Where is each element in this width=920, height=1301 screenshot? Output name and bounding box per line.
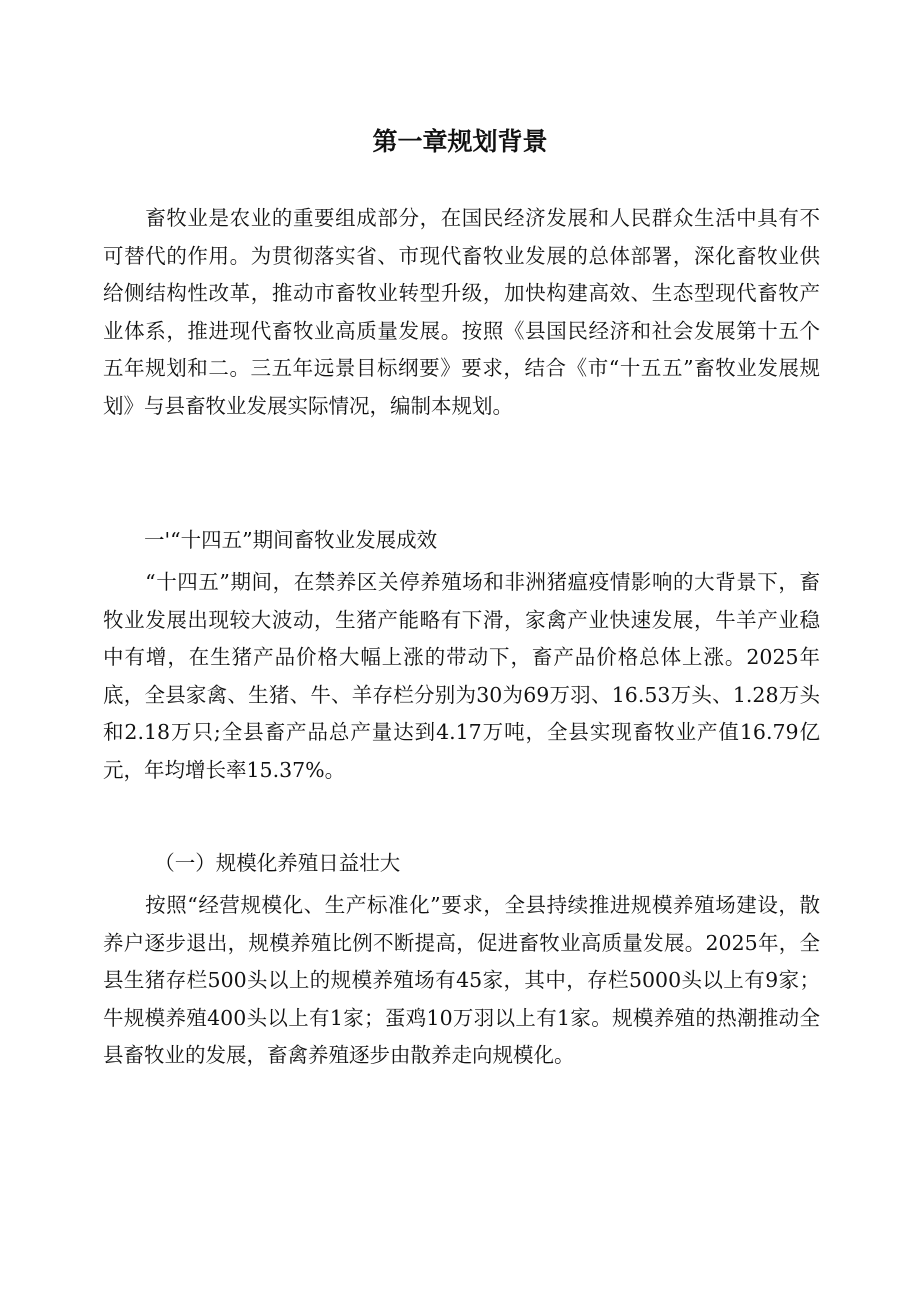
intro-paragraph: 畜牧业是农业的重要组成部分，在国民经济发展和人民群众生活中具有不可替代的作用。为贯彻落实省、市现代畜牧业发展的总体部署，深化畜牧业供给侧结构性改革，推动市畜牧业转型升级，加快构建高效、生态型现代畜牧产业体系，推进现代畜牧业高质量发展。按照《县国民经济和社会发展第十五个五年规划和二。三五年远景目标纲要》要求，结合《市“十五五”畜牧业发展规划》与县畜牧业发展实际情况，编制本规划。 [103,206,820,418]
section-heading: 一'“十四五”期间畜牧业发展成效 [103,528,438,552]
chapter-title: 第一章规划背景 [372,127,548,156]
subsection-heading: （一）规模化养殖日益壮大 [103,851,401,875]
subsection-paragraph: 按照“经营规模化、生产标准化”要求，全县持续推进规模养殖场建设，散养户逐步退出，规模养殖比例不断提高，促进畜牧业高质量发展。2025年，全县生猪存栏500头以上的规模养殖场有45家，其中，存栏5000头以上有9家；牛规模养殖400头以上有1家；蛋鸡10万羽以上有1家。规模养殖的热潮推动全县畜牧业的发展，畜禽养殖逐步由散养走向规模化。 [103,893,820,1068]
section-paragraph: “十四五”期间，在禁养区关停养殖场和非洲猪瘟疫情影响的大背景下，畜牧业发展出现较大波动，生猪产能略有下滑，家禽产业快速发展，牛羊产业稳中有增，在生猪产品价格大幅上涨的带动下，畜产品价格总体上涨。2025年底，全县家禽、生猪、牛、羊存栏分别为30为69万羽、16.53万头、1.28万头和2.18万只;全县畜产品总产量达到4.17万吨，全县实现畜牧业产值16.79亿元，年均增长率15.37%。 [103,570,820,782]
